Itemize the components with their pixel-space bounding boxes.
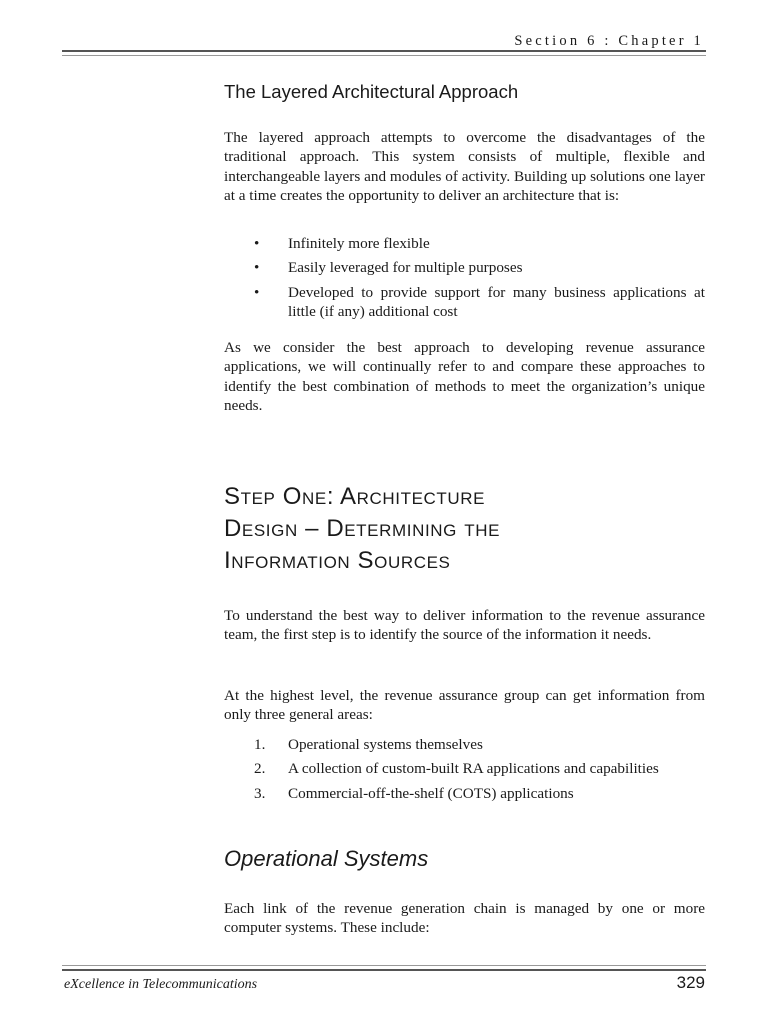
list-item [224,784,705,803]
header-rule [62,50,706,56]
list-item-text: Developed to provide support for many business applications at little (if any) additional cost [288,283,705,321]
paragraph-layered-closing: As we consider the best approach to developing revenue assurance applications, we will continually refer to and compare these approaches to identify the best combination of methods to meet the organization’s unique needs. [224,339,705,415]
running-head: Section 6 : Chapter 1 [514,33,704,49]
list-item [224,258,705,277]
paragraph-step-one-2: At the highest level, the revenue assurance group can get information from only three general areas: [224,687,705,724]
paragraph-step-one-1: To understand the best way to deliver information to the revenue assurance team, the first step is to identify the source of the information it needs. [224,607,705,644]
number-marker: 1. [254,736,266,753]
paragraph-layered-intro: The layered approach attempts to overcome the disadvantages of the traditional approach. This system consists of multiple, flexible and interchangeable layers and modules of activity. Building up solutions one layer at a time creates the opportunity to deliver an architecture that is: [224,129,705,205]
heading-line: Step One: Architecture [224,483,486,510]
number-marker: 3. [254,784,266,802]
list-item [224,759,705,778]
paragraph-operational: Each link of the revenue generation chain is managed by one or more computer systems. These include: [224,900,705,937]
bullet-marker: • [254,259,260,277]
subheading-operational-systems: Operational Systems [224,846,429,871]
subheading-layered-approach: The Layered Architectural Approach [224,81,519,102]
footer-title: eXcellence in Telecommunications [64,977,258,992]
page-number: 329 [676,973,705,992]
numbered-list [224,735,705,808]
list-item-text: Infinitely more flexible [288,235,430,252]
number-marker: 2. [254,760,266,778]
bullet-marker: • [254,235,260,252]
list-item [224,283,705,322]
list-item-text: Easily leveraged for multiple purposes [288,259,523,277]
list-item [224,234,705,253]
list-item-text: Operational systems themselves [288,736,483,753]
footer-rule [62,965,706,971]
heading-line: Information Sources [224,547,451,574]
list-item-text: A collection of custom-built RA applications and capabilities [288,760,659,778]
bullet-list [224,234,705,327]
heading-line: Design – Determining the [224,515,501,542]
heading-step-one [224,481,500,577]
list-item-text: Commercial-off-the-shelf (COTS) applications [288,784,574,802]
bullet-marker: • [254,283,260,301]
list-item [224,735,705,754]
